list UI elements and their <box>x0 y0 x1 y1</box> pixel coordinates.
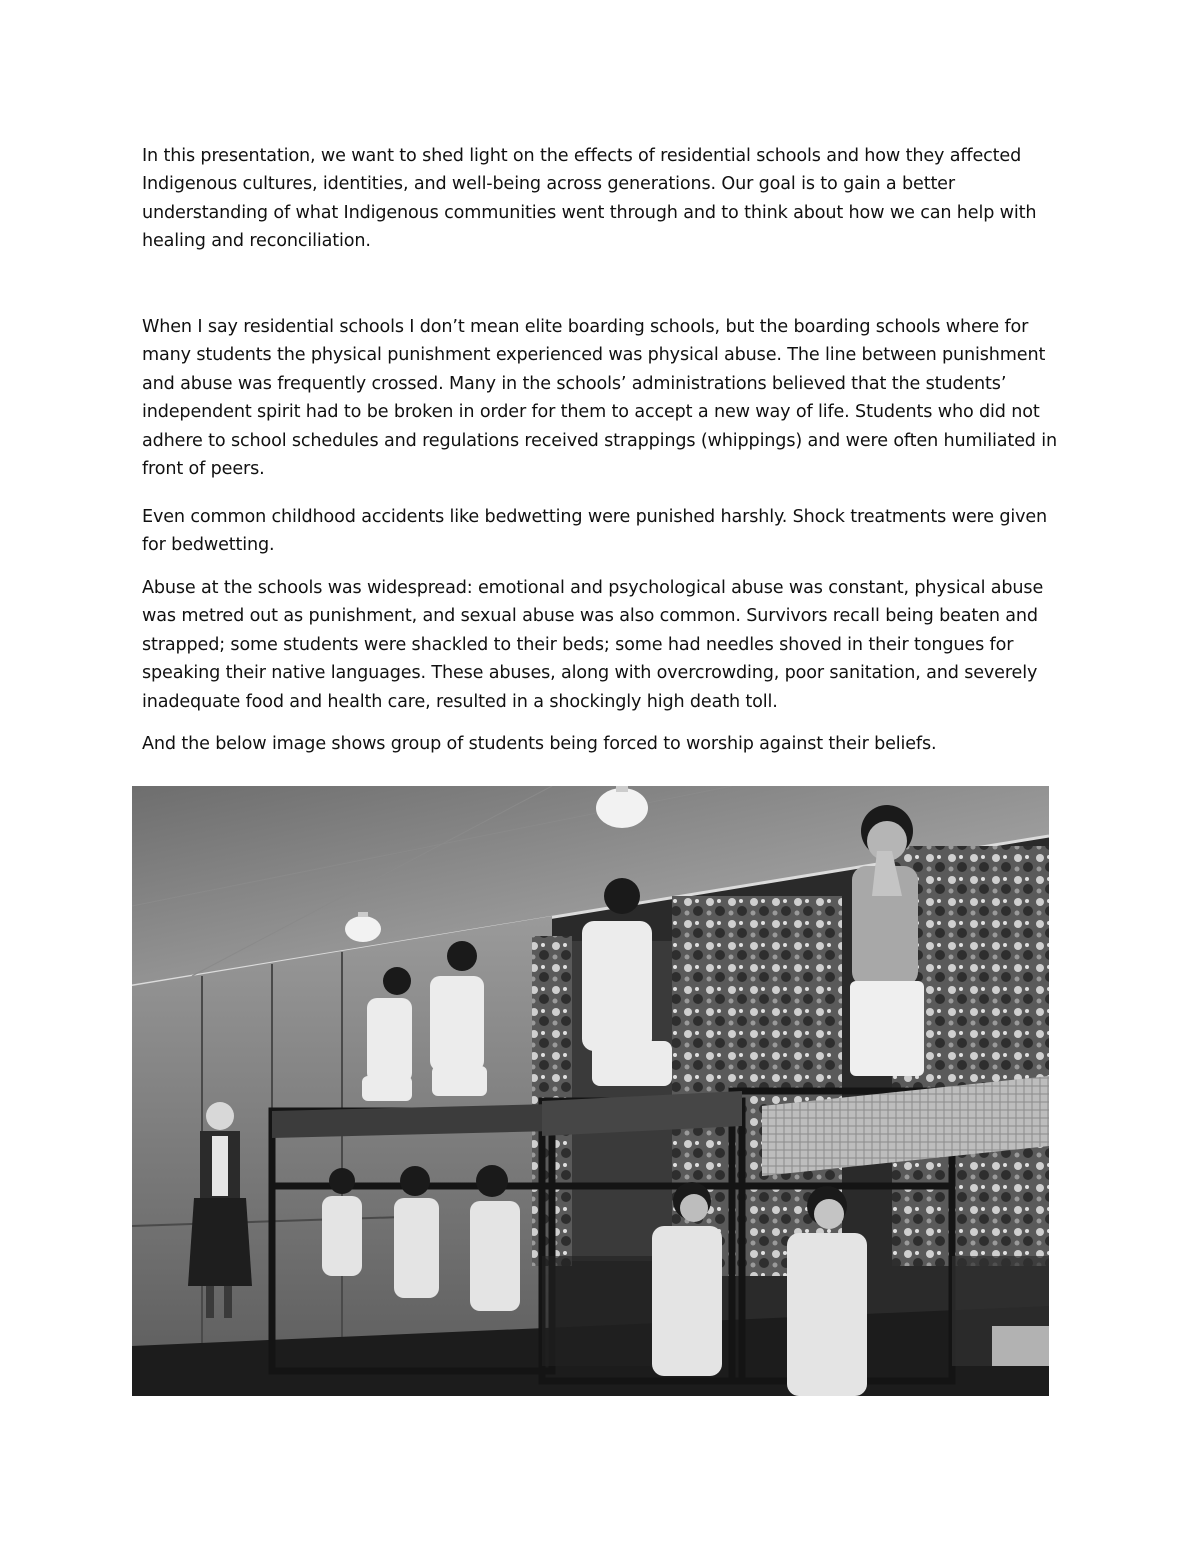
paragraph-introduction: In this presentation, we want to shed light on the effects of residential schools and how they affected Indigenous cultures, identities, and well-being across generations. Our goal is to gain a better understanding of what Indigenous communities went through and to think about how we can help with healing and reconciliation. <box>142 146 1037 252</box>
paragraph-bedwetting: Even common childhood accidents like bedwetting were punished harshly. Shock treatments were given for bedwetting. <box>142 507 1048 556</box>
paragraph-abuse: Abuse at the schools was widespread: emotional and psychological abuse was constant, physical abuse was metred out as punishment, and sexual abuse was also common. Survivors recall being beaten and strapped; some students were shackled to their beds; some had needles shoved in their tongues for speaking their native languages. These abuses, along with overcrowding, poor sanitation, and severely inadequate food and health care, resulted in a shockingly high death toll. <box>142 578 1044 712</box>
paragraph-residential-schools: When I say residential schools I don’t mean elite boarding schools, but the boarding schools where for many students the physical punishment experienced was physical abuse. The line between punishment and abuse was frequently crossed. Many in the schools’ administrations believed that the students’ independent spirit had to be broken in order for them to accept a new way of life. Students who did not adhere to school schedules and regulations received strappings (whippings) and were often humiliated in front of peers. <box>142 317 1057 480</box>
dormitory-photo-illustration <box>132 786 1049 1396</box>
paragraph-image-intro: And the below image shows group of students being forced to worship against their beliefs. <box>142 734 937 754</box>
dormitory-photo <box>132 786 1049 1396</box>
